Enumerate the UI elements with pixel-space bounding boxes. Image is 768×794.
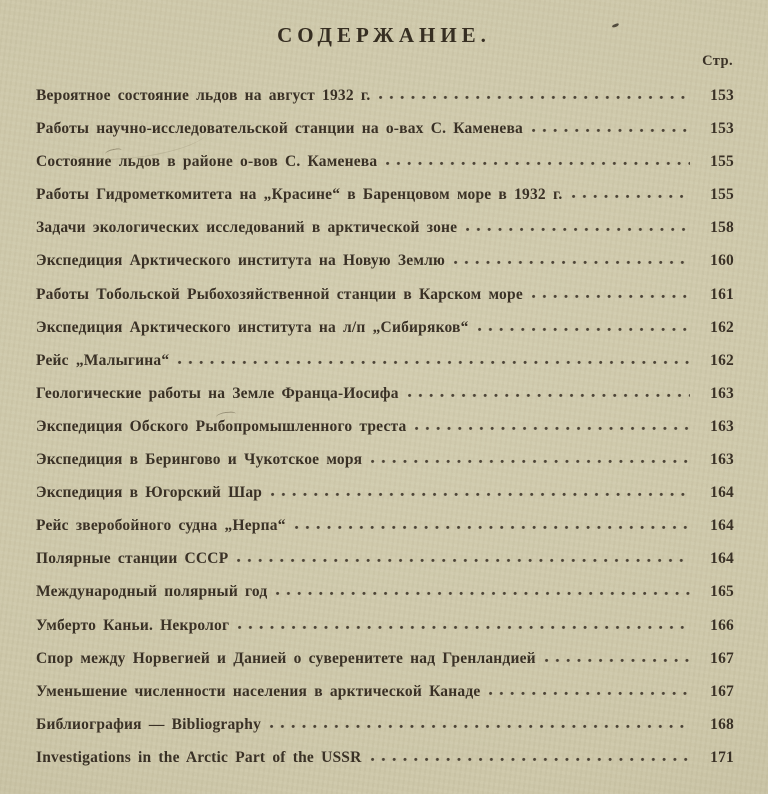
toc-row: [36, 211, 734, 244]
dot-leader: [572, 194, 690, 199]
toc-entry-title: Экспедиция в Берингово и Чукотское моря: [36, 451, 363, 469]
dot-leader: [270, 724, 690, 729]
dot-leader: [386, 161, 690, 166]
dot-leader: [454, 260, 690, 265]
toc-row: [36, 244, 734, 277]
toc-entry-page: 165: [710, 583, 734, 601]
dot-leader: [238, 625, 690, 630]
toc-entry-title: Экспедиция Обского Рыбопромышленного треста: [36, 417, 407, 435]
toc-entry-page: 162: [710, 318, 734, 336]
toc-entry-title: Умберто Каньи. Некролог: [36, 616, 230, 634]
toc-row: [36, 178, 734, 211]
toc-entry-page: 163: [710, 384, 734, 402]
toc-entry-title: Состояние льдов в районе о-вов С. Каменева: [36, 153, 378, 171]
dot-leader: [415, 426, 690, 431]
toc-entry-page: 164: [710, 484, 734, 502]
toc-entry-title: Задачи экологических исследований в арктической зоне: [36, 219, 458, 237]
toc-entry-title: Рейс „Малыгина“: [36, 351, 170, 369]
toc-entry-page: 167: [710, 649, 734, 667]
toc-entry-title: Спор между Норвегией и Данией о суверенитете над Гренландией: [36, 649, 536, 667]
dot-leader: [371, 459, 690, 464]
toc-entry-title: Уменьшение численности населения в арктической Канаде: [36, 682, 481, 700]
toc-entry-title: Вероятное состояние льдов на август 1932 г.: [36, 87, 371, 104]
toc-entry-page: 171: [710, 748, 734, 766]
toc-row: [36, 278, 734, 311]
toc-row: [36, 609, 734, 642]
dot-leader: [379, 95, 690, 100]
toc-entry-page: 160: [710, 252, 734, 270]
toc-row: [36, 741, 734, 774]
toc-entry-title: Работы Тобольской Рыбохозяйственной станции в Карском море: [36, 285, 523, 303]
dot-leader: [545, 658, 690, 663]
toc-row: [36, 675, 734, 708]
dot-leader: [271, 492, 690, 497]
dot-leader: [371, 757, 691, 762]
page-column-label: Стр.: [702, 53, 733, 69]
toc-row: [36, 642, 734, 675]
toc-entry-page: 166: [710, 616, 734, 634]
toc-row: [36, 79, 734, 112]
toc-row: [36, 708, 734, 741]
dot-leader: [478, 327, 690, 332]
toc-entry-page: 164: [710, 517, 734, 535]
dot-leader: [489, 691, 690, 696]
toc-row: [36, 311, 734, 344]
dot-leader: [295, 525, 690, 530]
toc-entry-title: Investigations in the Arctic Part of the USSR: [36, 748, 362, 766]
toc-entry-page: 153: [710, 120, 734, 138]
toc-row: [36, 443, 734, 476]
toc-entry-title: Рейс зверобойного судна „Нерпа“: [36, 517, 286, 535]
toc-entry-title: Международный полярный год: [36, 583, 268, 601]
toc-entry-page: 161: [710, 285, 734, 303]
dot-leader: [466, 227, 690, 232]
toc-entry-title: Экспедиция Арктического института на л/п „Сибиряков“: [36, 318, 469, 336]
toc-entry-title: Работы научно-исследовательской станции на о-вах С. Каменева: [36, 120, 524, 138]
toc-entry-title: Полярные станции СССР: [36, 550, 229, 568]
toc-list: [0, 70, 768, 774]
toc-entry-page: 153: [710, 87, 734, 104]
toc-row: [36, 410, 734, 443]
toc-entry-title: Экспедиция в Югорский Шар: [36, 484, 263, 502]
dot-leader: [532, 128, 690, 133]
toc-entry-page: 163: [710, 451, 734, 469]
toc-entry-page: 167: [710, 682, 734, 700]
toc-entry-page: 162: [710, 351, 734, 369]
toc-entry-title: Библиография — Bibliography: [36, 715, 262, 733]
dot-leader: [276, 591, 690, 596]
toc-row: [36, 575, 734, 608]
toc-row: [36, 476, 734, 509]
toc-row: [36, 377, 734, 410]
toc-entry-title: Экспедиция Арктического института на Новую Землю: [36, 252, 446, 270]
dot-leader: [237, 558, 690, 563]
toc-entry-page: 155: [710, 153, 734, 171]
toc-row: [36, 344, 734, 377]
page-title: СОДЕРЖАНИЕ.: [277, 23, 491, 47]
dot-leader: [178, 360, 690, 365]
toc-entry-title: Работы Гидрометкомитета на „Красине“ в Баренцовом море в 1932 г.: [36, 186, 563, 204]
toc-entry-page: 168: [710, 715, 734, 733]
toc-row: [36, 542, 734, 575]
toc-row: [36, 509, 734, 542]
dot-leader: [408, 393, 690, 398]
dot-leader: [532, 294, 690, 299]
toc-entry-title: Геологические работы на Земле Франца-Иосифа: [36, 384, 399, 402]
toc-entry-page: 158: [710, 219, 734, 237]
toc-entry-page: 164: [710, 550, 734, 568]
toc-entry-page: 163: [710, 417, 734, 435]
toc-entry-page: 155: [710, 186, 734, 204]
